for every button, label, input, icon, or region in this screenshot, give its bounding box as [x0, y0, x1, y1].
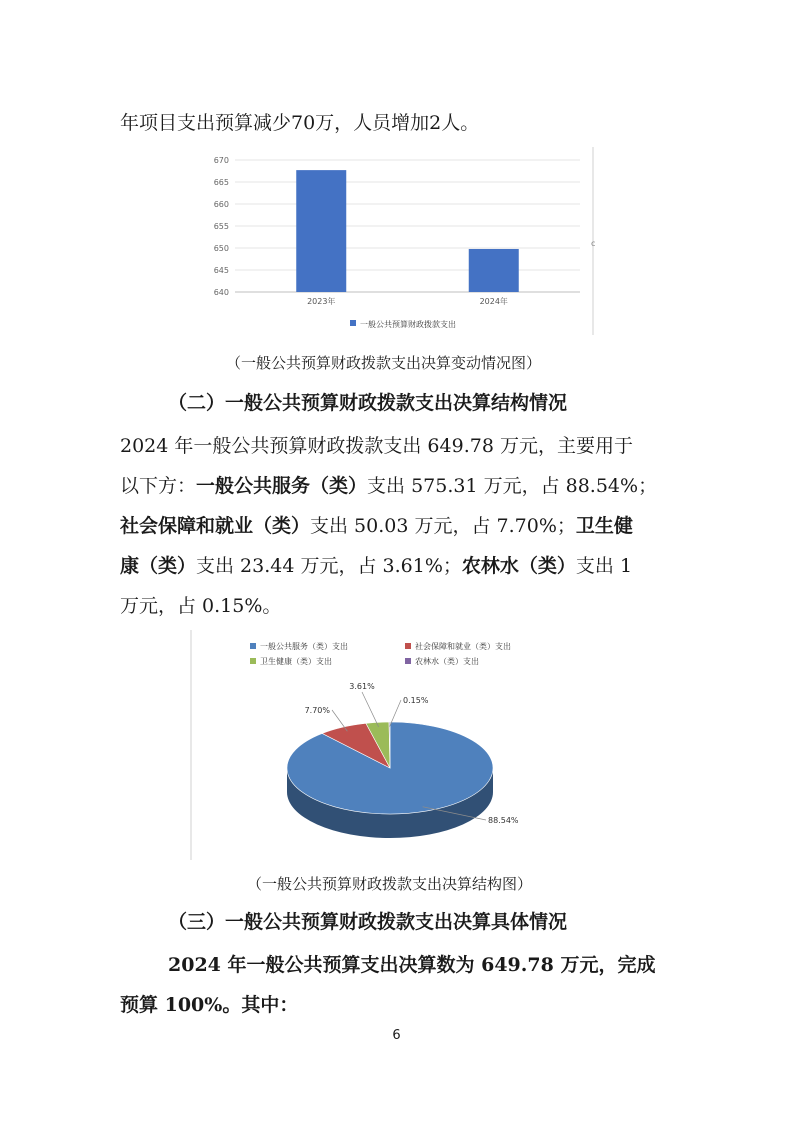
text: 以下方： — [120, 475, 197, 497]
caption-bar-chart: （一般公共预算财政拨款支出决算变动情况图） — [226, 354, 542, 372]
para2-line1: 2024 年一般公共预算财政拨款支出 649.78 万元，主要用于 — [120, 435, 633, 457]
text-bold: 社会保障和就业（类） — [120, 515, 311, 537]
legend-swatch — [250, 643, 256, 649]
pie-chart — [190, 630, 590, 866]
y-tick-label: 660 — [213, 200, 229, 209]
pie-chart-svg — [190, 630, 590, 862]
legend-label: 农林水（类）支出 — [415, 657, 479, 666]
para3-line1: 2024 年一般公共预算支出决算数为 649.78 万元，完成 — [168, 954, 656, 976]
bar-chart — [205, 145, 600, 344]
y-tick-label: 655 — [213, 222, 229, 231]
legend-label-bar: 一般公共预算财政拨款支出 — [360, 320, 456, 329]
section-heading-3: （三）一般公共预算财政拨款支出决算具体情况 — [168, 911, 568, 933]
legend-swatch — [250, 658, 256, 664]
x-tick-label: 2023年 — [307, 297, 336, 306]
legend-label: 卫生健康（类）支出 — [260, 657, 332, 666]
legend-label: 社会保障和就业（类）支出 — [415, 642, 511, 651]
page-number: 6 — [392, 1028, 401, 1043]
text-bold: 康（类） — [120, 555, 197, 577]
text: 支出 50.03 万元，占 7.70%； — [310, 515, 576, 537]
text: 支出 575.31 万元，占 88.54%； — [367, 475, 658, 497]
section-heading-2: （二）一般公共预算财政拨款支出决算结构情况 — [168, 392, 568, 414]
leader-line — [362, 692, 379, 727]
text: 支出 23.44 万元，占 3.61%； — [196, 555, 462, 577]
legend-label: 一般公共服务（类）支出 — [260, 642, 348, 651]
pie-data-label: 88.54% — [488, 816, 519, 825]
legend-swatch — [405, 643, 411, 649]
para3-line2: 预算 100%。其中： — [120, 994, 299, 1016]
legend-swatch-bar — [350, 320, 356, 326]
caption-pie-chart: （一般公共预算财政拨款支出决算结构图） — [247, 875, 533, 893]
bar — [296, 170, 346, 292]
svg-text:c: c — [591, 239, 596, 248]
intro-line: 年项目支出预算减少70万，人员增加2人。 — [120, 112, 480, 134]
x-tick-label: 2024年 — [479, 297, 508, 306]
y-tick-label: 670 — [213, 156, 229, 165]
pie-data-label: 0.15% — [403, 696, 429, 705]
pie-data-label: 7.70% — [304, 706, 330, 715]
para2-line3 — [120, 511, 633, 538]
y-tick-label: 645 — [213, 266, 229, 275]
para2-line5: 万元，占 0.15%。 — [120, 595, 282, 617]
text-bold: 卫生健 — [575, 515, 633, 537]
pie-data-label: 3.61% — [349, 682, 375, 691]
para2-line4 — [120, 551, 632, 578]
y-tick-label: 650 — [213, 244, 229, 253]
bar — [469, 249, 519, 292]
para2-line2 — [120, 471, 657, 498]
y-tick-label: 665 — [213, 178, 229, 187]
text-bold: 一般公共服务（类） — [196, 475, 368, 497]
legend-swatch — [405, 658, 411, 664]
bar-chart-svg — [205, 145, 600, 340]
text: 支出 1 — [575, 555, 633, 577]
y-tick-label: 640 — [213, 288, 229, 297]
text-bold: 农林水（类） — [461, 555, 576, 577]
